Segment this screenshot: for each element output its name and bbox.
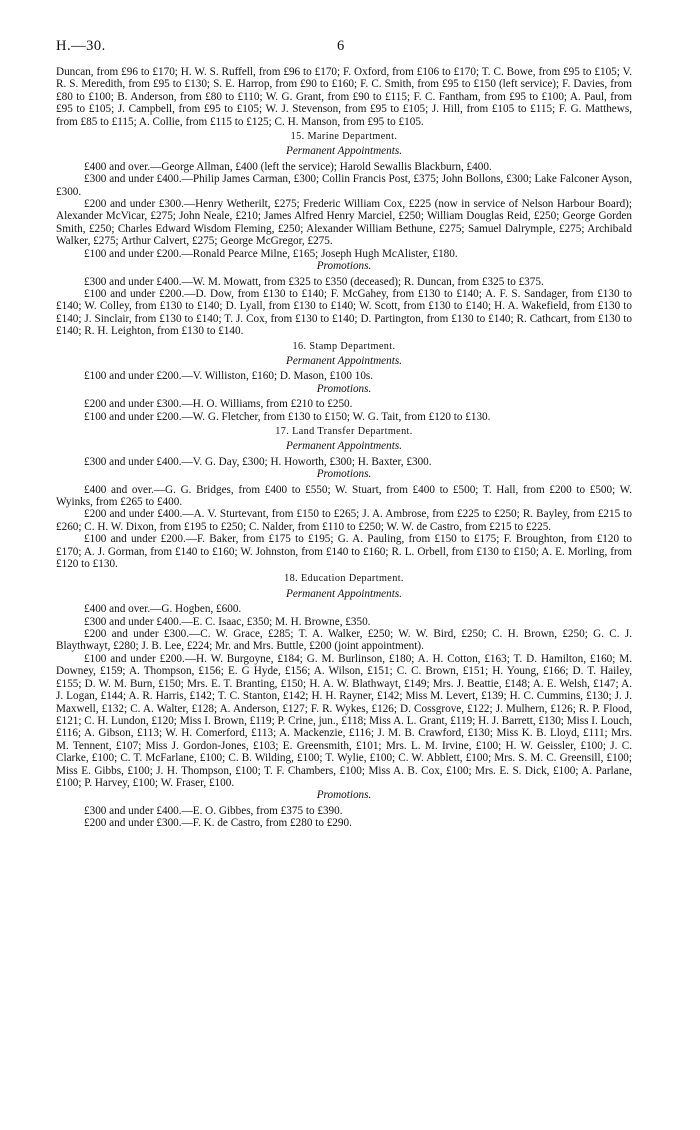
- paragraph: £100 and under £200.—D. Dow, from £130 to £140; F. McGahey, from £130 to £140; A. F. S. Sandager, from £130 to £140; W. Colley, from £130 to £140; D. Lyall, from £130 to £140; W. Scott, from £130 to £140; H. A. Wakefield, from £130 to £140; J. Sinclair, from £130 to £140; T. J. Cox, from £130 to £140; D. Partington, from £130 to £140; R. Cathcart, from £130 to £140; R. H. Leighton, from £130 to £140.: [56, 287, 632, 338]
- section-title: 15. Marine Department.: [290, 131, 398, 143]
- paragraph: £200 and under £300.—H. O. Williams, from £210 to £250.: [84, 398, 353, 411]
- paragraph: £100 and under £200.—F. Baker, from £175 to £195; G. A. Pauling, from £150 to £175; F. Broughton, from £120 to £170; A. J. Gorman, from £140 to £160; W. Johnston, from £140 to £160; R. L. Orbell, from £130 to £150; A. E. Morling, from £120 to £130.: [56, 533, 632, 571]
- page-header: [56, 40, 632, 66]
- paragraph: £200 and under £300.—C. W. Grace, £285; T. A. Walker, £250; W. W. Bird, £250; C. H. Brown, £250; G. C. J. Blaythwayt, £280; J. B. Lee, £224; Mr. and Mrs. Buttle, £200 (joint appointment).: [56, 628, 632, 653]
- paragraph: £100 and under £200.—W. G. Fletcher, from £130 to £150; W. G. Tait, from £120 to £130.: [84, 410, 491, 423]
- paragraph: £300 and under £400.—W. M. Mowatt, from £325 to £350 (deceased); R. Duncan, from £325 to £375.: [84, 275, 544, 288]
- paragraph: £100 and under £200.—H. W. Burgoyne, £184; G. M. Burlinson, £180; A. H. Cotton, £163; T. D. Hamilton, £160; M. Downey, £159; A. Thompson, £156; E. G Hyde, £156; A. Wilson, £151; C. C. Brown, £151; H. Young, £166; D. T. Hailey, £155; D. W. M. Burn, £150; Mrs. E. T. Branting, £150; H. A. W. Blathwayt, £149; Mrs. J. Beattie, £148; A. E. Welsh, £147; A. J. Logan, £144; A. R. Harris, £142; T. C. Stanton, £142; H. H. Rayner, £142; Miss M. Levert, £139; H. C. Cummins, £130; J. J. Maxwell, £132; C. A. Walter, £128; A. Anderson, £127; F. R. Wykes, £126; D. Cossgrove, £122; J. Mulhern, £126; R. P. Flood, £121; C. H. Lundon, £120; Miss I. Brown, £119; P. Crine, jun., £118; Miss A. L. Grant, £119; H. J. Barrett, £130; Miss I. Louch, £116; A. Gibson, £113; W. H. Comerford, £113; A. Mackenzie, £116; J. M. B. Crawford, £130; Miss K. B. Lloyd, £111; Mrs. M. Tennent, £107; Miss J. Gordon-Jones, £103; E. Greensmith, £101; Mrs. L. M. Irvine, £100; H. W. Geissler, £100; J. C. Clarke, £100; C. T. McFarlane, £100; C. B. Wilding, £100; T. Wylie, £100; C. W. Abblett, £100; Mrs. S. M. C. Greensill, £100; Miss E. Gibbs, £100; J. H. Thompson, £100; T. F. Chambers, £100; Miss A. B. Cox, £100; Mrs. E. S. Dick, £100; A. Parlane, £100; P. Harvey, £100; W. Fraser, £100.: [56, 652, 632, 789]
- parliamentary-paper-ref: H.—30.: [56, 38, 106, 54]
- paragraph: £200 and under £300.—F. K. de Castro, from £280 to £290.: [84, 817, 352, 830]
- paragraph: £400 and over.—G. Hogben, £600.: [84, 603, 242, 616]
- subsection-title: Promotions.: [316, 382, 372, 395]
- page-number: 6: [337, 38, 345, 54]
- subsection-title: Permanent Appointments.: [285, 440, 402, 453]
- section-title: 16. Stamp Department.: [292, 340, 396, 352]
- section-title: 18. Education Department.: [284, 573, 404, 585]
- paragraph: £200 and under £300.—Henry Wetherilt, £275; Frederic William Cox, £225 (now in service of Nelson Harbour Board); Alexander McVicar, £275; John Neale, £210; James Alfred Henry Marciel, £250; William Douglas Reid, £250; George Gorden Smith, £250; Charles Edward Wisdom Fleming, £250; Alexander William Bethune, £275; Samuel Dalrymple, £275; Archibald Walker, £275; Arthur Calvert, £275; George McGregor, £275.: [56, 198, 632, 248]
- section-land-transfer-department: [56, 426, 632, 570]
- paragraph: £300 and under £400.—E. C. Isaac, £350; M. H. Browne, £350.: [84, 615, 371, 628]
- section-title: 17. Land Transfer Department.: [275, 425, 413, 437]
- paragraph: £100 and under £200.—Ronald Pearce Milne, £165; Joseph Hugh McAlister, £180.: [84, 247, 458, 260]
- paragraph: £300 and under £400.—Philip James Carman, £300; Collin Francis Post, £375; John Bollons, £300; Lake Falconer Ayson, £300.: [56, 173, 632, 198]
- paragraph: £300 and under £400.—E. O. Gibbes, from £375 to £390.: [84, 804, 343, 817]
- subsection-title: Promotions.: [316, 260, 372, 273]
- subsection-title: Permanent Appointments.: [285, 145, 402, 158]
- paragraph: £300 and under £400.—V. G. Day, £300; H. Howorth, £300; H. Baxter, £300.: [84, 455, 432, 468]
- paragraph: £100 and under £200.—V. Williston, £160; D. Mason, £100 10s.: [84, 370, 374, 383]
- section-marine-department: [56, 131, 632, 338]
- continued-paragraph: Duncan, from £96 to £170; H. W. S. Ruffell, from £96 to £170; F. Oxford, from £106 to £170; T. C. Bowe, from £95 to £105; V. R. S. Meredith, from £95 to £130; S. E. Harrop, from £90 to £160; F. C. Smith, from £95 to £150 (left service); F. Davies, from £80 to £100; B. Anderson, from £80 to £110; W. G. Grant, from £90 to £115; F. C. Fantham, from £95 to £100; A. Paul, from £95 to £105; J. Campbell, from £95 to £105; W. J. Stevenson, from £95 to £105; J. Hill, from £105 to £115; F. G. Matthews, from £85 to £115; A. Collie, from £115 to £125; C. H. Manson, from £95 to £105.: [56, 66, 632, 128]
- subsection-title: Permanent Appointments.: [285, 354, 402, 367]
- paragraph: £400 and over.—George Allman, £400 (left the service); Harold Sewallis Blackburn, £400.: [84, 160, 492, 173]
- subsection-title: Permanent Appointments.: [285, 587, 402, 600]
- subsection-title: Promotions.: [316, 468, 372, 481]
- paragraph: £400 and over.—G. G. Bridges, from £400 to £550; W. Stuart, from £400 to £500; T. Hall, from £200 to £500; W. Wyinks, from £265 to £400.: [56, 483, 632, 508]
- section-stamp-department: [56, 341, 632, 423]
- subsection-title: Promotions.: [316, 789, 372, 802]
- paragraph: £200 and under £400.—A. V. Sturtevant, from £150 to £265; J. A. Ambrose, from £225 to £250; R. Bayley, from £215 to £260; C. H. W. Dixon, from £195 to £250; C. Nalder, from £110 to £250; W. W. de Castro, from £215 to £225.: [56, 508, 632, 533]
- section-education-department: [56, 573, 632, 829]
